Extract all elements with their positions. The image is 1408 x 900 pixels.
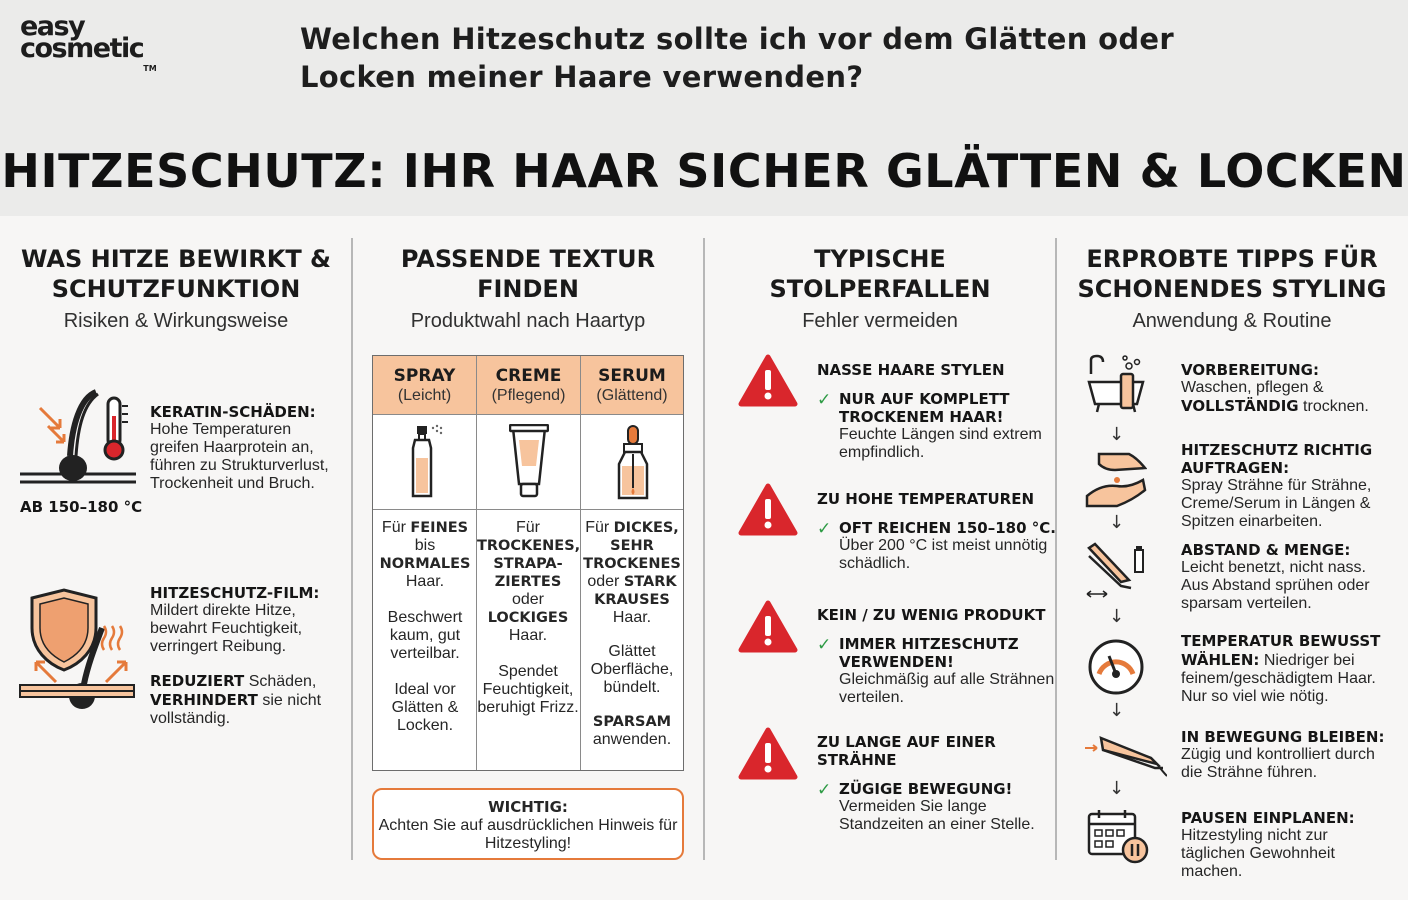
serum-description <box>581 519 683 749</box>
spray-p2: bis <box>414 537 436 554</box>
serum-dropper-icon <box>613 424 653 502</box>
col3-subtitle: Fehler vermeiden <box>802 310 958 332</box>
wash-basin-icon <box>1085 354 1147 416</box>
flat-iron-motion-icon <box>1085 728 1167 778</box>
th-creme-sub: (Pflegend) <box>491 387 566 404</box>
serum-p3: Haar. <box>612 609 652 626</box>
col1-title-line2: SCHUTZFUNKTION <box>51 275 301 303</box>
th-spray-sub: (Leicht) <box>397 387 452 404</box>
creme-p1: Für <box>516 519 540 536</box>
spray-p4: Beschwert kaum, gut verteilbar. <box>387 609 463 662</box>
pitfall-fix: NUR AUF KOMPLETT TROCKENEM HAAR! <box>839 390 1010 426</box>
spray-p3: Haar. <box>405 573 445 590</box>
col1-title-line1: WAS HITZE BEWIRKT & <box>21 245 331 273</box>
important-title: WICHTIG: <box>488 798 568 816</box>
brand-line2: cosmetic <box>20 33 144 64</box>
spray-b1: FEINES <box>410 520 469 536</box>
pitfall-desc: Gleichmäßig auf alle Strähnen verteilen. <box>839 671 1055 706</box>
check-icon: ✓ <box>817 635 832 655</box>
brand-line1: easy <box>20 11 85 42</box>
arrow-down-icon: ↓ <box>1109 606 1125 627</box>
arrow-down-icon: ↓ <box>1109 778 1125 799</box>
tip-item <box>1181 541 1396 613</box>
tip-item <box>1181 632 1396 706</box>
tip-title: HITZESCHUTZ RICHTIG AUFTRAGEN: <box>1181 441 1373 477</box>
tip-text2: trocknen. <box>1298 398 1369 415</box>
serum-b1: DICKES, SEHR TROCKENES <box>583 520 681 572</box>
tip-text: Leicht benetzt, nicht nass. Aus Abstand sprühen oder sparsam verteilen. <box>1181 559 1370 612</box>
check-icon: ✓ <box>817 780 832 800</box>
pitfall-fix: OFT REICHEN 150–180 °C. <box>839 519 1056 537</box>
serum-p1: Für <box>585 519 610 536</box>
serum-b2: STARK KRAUSES <box>594 574 677 608</box>
warning-icon <box>738 600 798 654</box>
col1-subtitle: Risiken & Wirkungsweise <box>63 310 289 332</box>
flat-iron-spray-icon <box>1085 542 1147 602</box>
col1-item2 <box>150 584 330 728</box>
col3-title-line2: STOLPERFALLEN <box>769 275 991 303</box>
table-hline <box>373 414 683 415</box>
creme-p4: Spendet Feuchtigkeit, beruhigt Frizz. <box>477 663 579 716</box>
check-icon: ✓ <box>817 519 832 539</box>
tip-text: Hitzestyling nicht zur täglichen Gewohnheit machen. <box>1181 827 1335 880</box>
tip-item <box>1181 361 1396 416</box>
creme-b2: LOCKIGES <box>487 610 569 626</box>
creme-p3: Haar. <box>508 627 548 644</box>
col1-item1 <box>150 403 330 493</box>
tip-text: Spray Strähne für Strähne, Creme/Serum in Längen & Spitzen einarbeiten. <box>1181 477 1372 530</box>
pitfall-title: ZU HOHE TEMPERATUREN <box>817 490 1035 508</box>
tip-text: Zügig und kontrolliert durch die Strähne führen. <box>1181 746 1375 781</box>
th-spray <box>373 356 476 414</box>
pitfall-desc: Über 200 °C ist meist unnötig schädlich. <box>839 537 1048 572</box>
spray-b2: NORMALES <box>379 556 471 572</box>
warning-icon <box>738 354 798 408</box>
pitfall-title: NASSE HAARE STYLEN <box>817 361 1005 379</box>
col2-subtitle: Produktwahl nach Haartyp <box>410 310 646 332</box>
important-text: Achten Sie auf ausdrücklichen Hinweis für Hitzestyling! <box>378 817 678 852</box>
warning-icon <box>738 727 798 781</box>
tip-item <box>1181 809 1396 881</box>
brand-logo <box>20 11 157 73</box>
pitfall-desc: Feuchte Längen sind extrem empfindlich. <box>839 426 1042 461</box>
tip-text: Niedriger bei feinem/geschädigtem Haar. Nur so viel wie nötig. <box>1181 652 1376 705</box>
col2-header <box>352 244 704 333</box>
creme-description <box>477 519 579 717</box>
pitfall-item <box>817 606 1057 707</box>
pitfall-fix: ZÜGIGE BEWEGUNG! <box>839 780 1013 798</box>
th-serum <box>581 356 683 414</box>
texture-table <box>372 355 684 771</box>
th-creme-name: CREME <box>495 366 562 386</box>
keratin-text: Hohe Temperaturen greifen Haarprotein an, führen zu Strukturverlust, Trockenheit und Bruch. <box>150 421 329 492</box>
th-spray-name: SPRAY <box>393 366 456 386</box>
temp-label: AB 150–180 °C <box>20 498 143 516</box>
heat-shield-icon <box>18 588 136 718</box>
brand-tm: TM <box>143 64 157 73</box>
film-title: HITZESCHUTZ-FILM: <box>150 584 320 602</box>
tip-bold: VOLLSTÄNDIG <box>1181 397 1299 415</box>
header-band <box>0 0 1408 216</box>
tip-item <box>1181 728 1396 782</box>
tip-title: PAUSEN EINPLANEN: <box>1181 809 1355 827</box>
check-icon: ✓ <box>817 390 832 410</box>
creme-b1: TROCKENES, STRAPA-ZIERTES <box>477 538 581 590</box>
th-creme <box>477 356 580 414</box>
film-text2: sie nicht vollständig. <box>150 692 322 727</box>
film-bold1: REDUZIERT <box>150 672 245 690</box>
creme-p2: oder <box>511 591 545 608</box>
tip-title: TEMPERATUR BEWUSST WÄHLEN: <box>1181 632 1381 669</box>
film-bold2: VERHINDERT <box>150 691 258 709</box>
th-serum-name: SERUM <box>598 366 666 386</box>
calendar-pause-icon <box>1085 808 1149 864</box>
tip-text: Waschen, pflegen & <box>1181 379 1324 396</box>
arrow-down-icon: ↓ <box>1109 424 1125 445</box>
arrow-down-icon: ↓ <box>1109 700 1125 721</box>
hair-heat-damage-icon <box>18 386 138 496</box>
col2-title-line2: FINDEN <box>477 275 579 303</box>
serum-p4: Glättet Oberfläche, bündelt. <box>590 643 674 696</box>
spray-description <box>375 519 475 735</box>
warning-icon <box>738 483 798 537</box>
col4-title-line2: SCHONENDES STYLING <box>1077 275 1387 303</box>
spray-p1: Für <box>381 519 406 536</box>
cream-tube-icon <box>509 424 549 500</box>
serum-p5: anwenden. <box>592 731 672 748</box>
spray-bottle-icon <box>407 424 447 500</box>
col4-title-line1: ERPROBTE TIPPS FÜR <box>1086 245 1378 273</box>
pitfall-fix: IMMER HITZESCHUTZ VERWENDEN! <box>839 635 1019 671</box>
pitfall-item <box>817 490 1057 573</box>
applying-hands-icon <box>1085 450 1147 508</box>
th-serum-sub: (Glättend) <box>596 387 668 404</box>
col2-title-line1: PASSENDE TEXTUR <box>400 245 656 273</box>
tip-title: VORBEREITUNG: <box>1181 361 1319 379</box>
question-heading: Welchen Hitzeschutz sollte ich vor dem Glätten oder Locken meiner Haare verwenden? <box>300 22 1174 94</box>
pitfall-title: ZU LANGE AUF EINER STRÄHNE <box>817 733 996 769</box>
film-text: Mildert direkte Hitze, bewahrt Feuchtigkeit, verringert Reibung. <box>150 602 303 655</box>
temperature-gauge-icon <box>1085 636 1147 698</box>
important-note <box>372 788 684 860</box>
spray-p5: Ideal vor Glätten & Locken. <box>391 681 459 734</box>
tip-title: ABSTAND & MENGE: <box>1181 541 1351 559</box>
col4-subtitle: Anwendung & Routine <box>1132 310 1332 332</box>
keratin-title: KERATIN-SCHÄDEN: <box>150 403 316 421</box>
main-title: HITZESCHUTZ: IHR HAAR SICHER GLÄTTEN & LOCKEN <box>1 144 1407 198</box>
tip-item <box>1181 441 1396 531</box>
pitfall-item <box>817 733 1035 834</box>
table-hline <box>373 509 683 510</box>
tip-title: IN BEWEGUNG BLEIBEN: <box>1181 728 1385 746</box>
arrow-down-icon: ↓ <box>1109 512 1125 533</box>
serum-p2: oder <box>587 573 620 590</box>
pitfall-title: KEIN / ZU WENIG PRODUKT <box>817 606 1046 624</box>
col4-header <box>1056 244 1408 333</box>
serum-b3: SPARSAM <box>592 714 672 730</box>
col3-title-line1: TYPISCHE <box>814 245 946 273</box>
pitfall-item <box>817 361 1057 462</box>
col1-header <box>0 244 352 333</box>
col3-header <box>704 244 1056 333</box>
film-text1: Schäden, <box>244 673 317 690</box>
pitfall-desc: Vermeiden Sie lange Standzeiten an einer Stelle. <box>839 798 1035 833</box>
